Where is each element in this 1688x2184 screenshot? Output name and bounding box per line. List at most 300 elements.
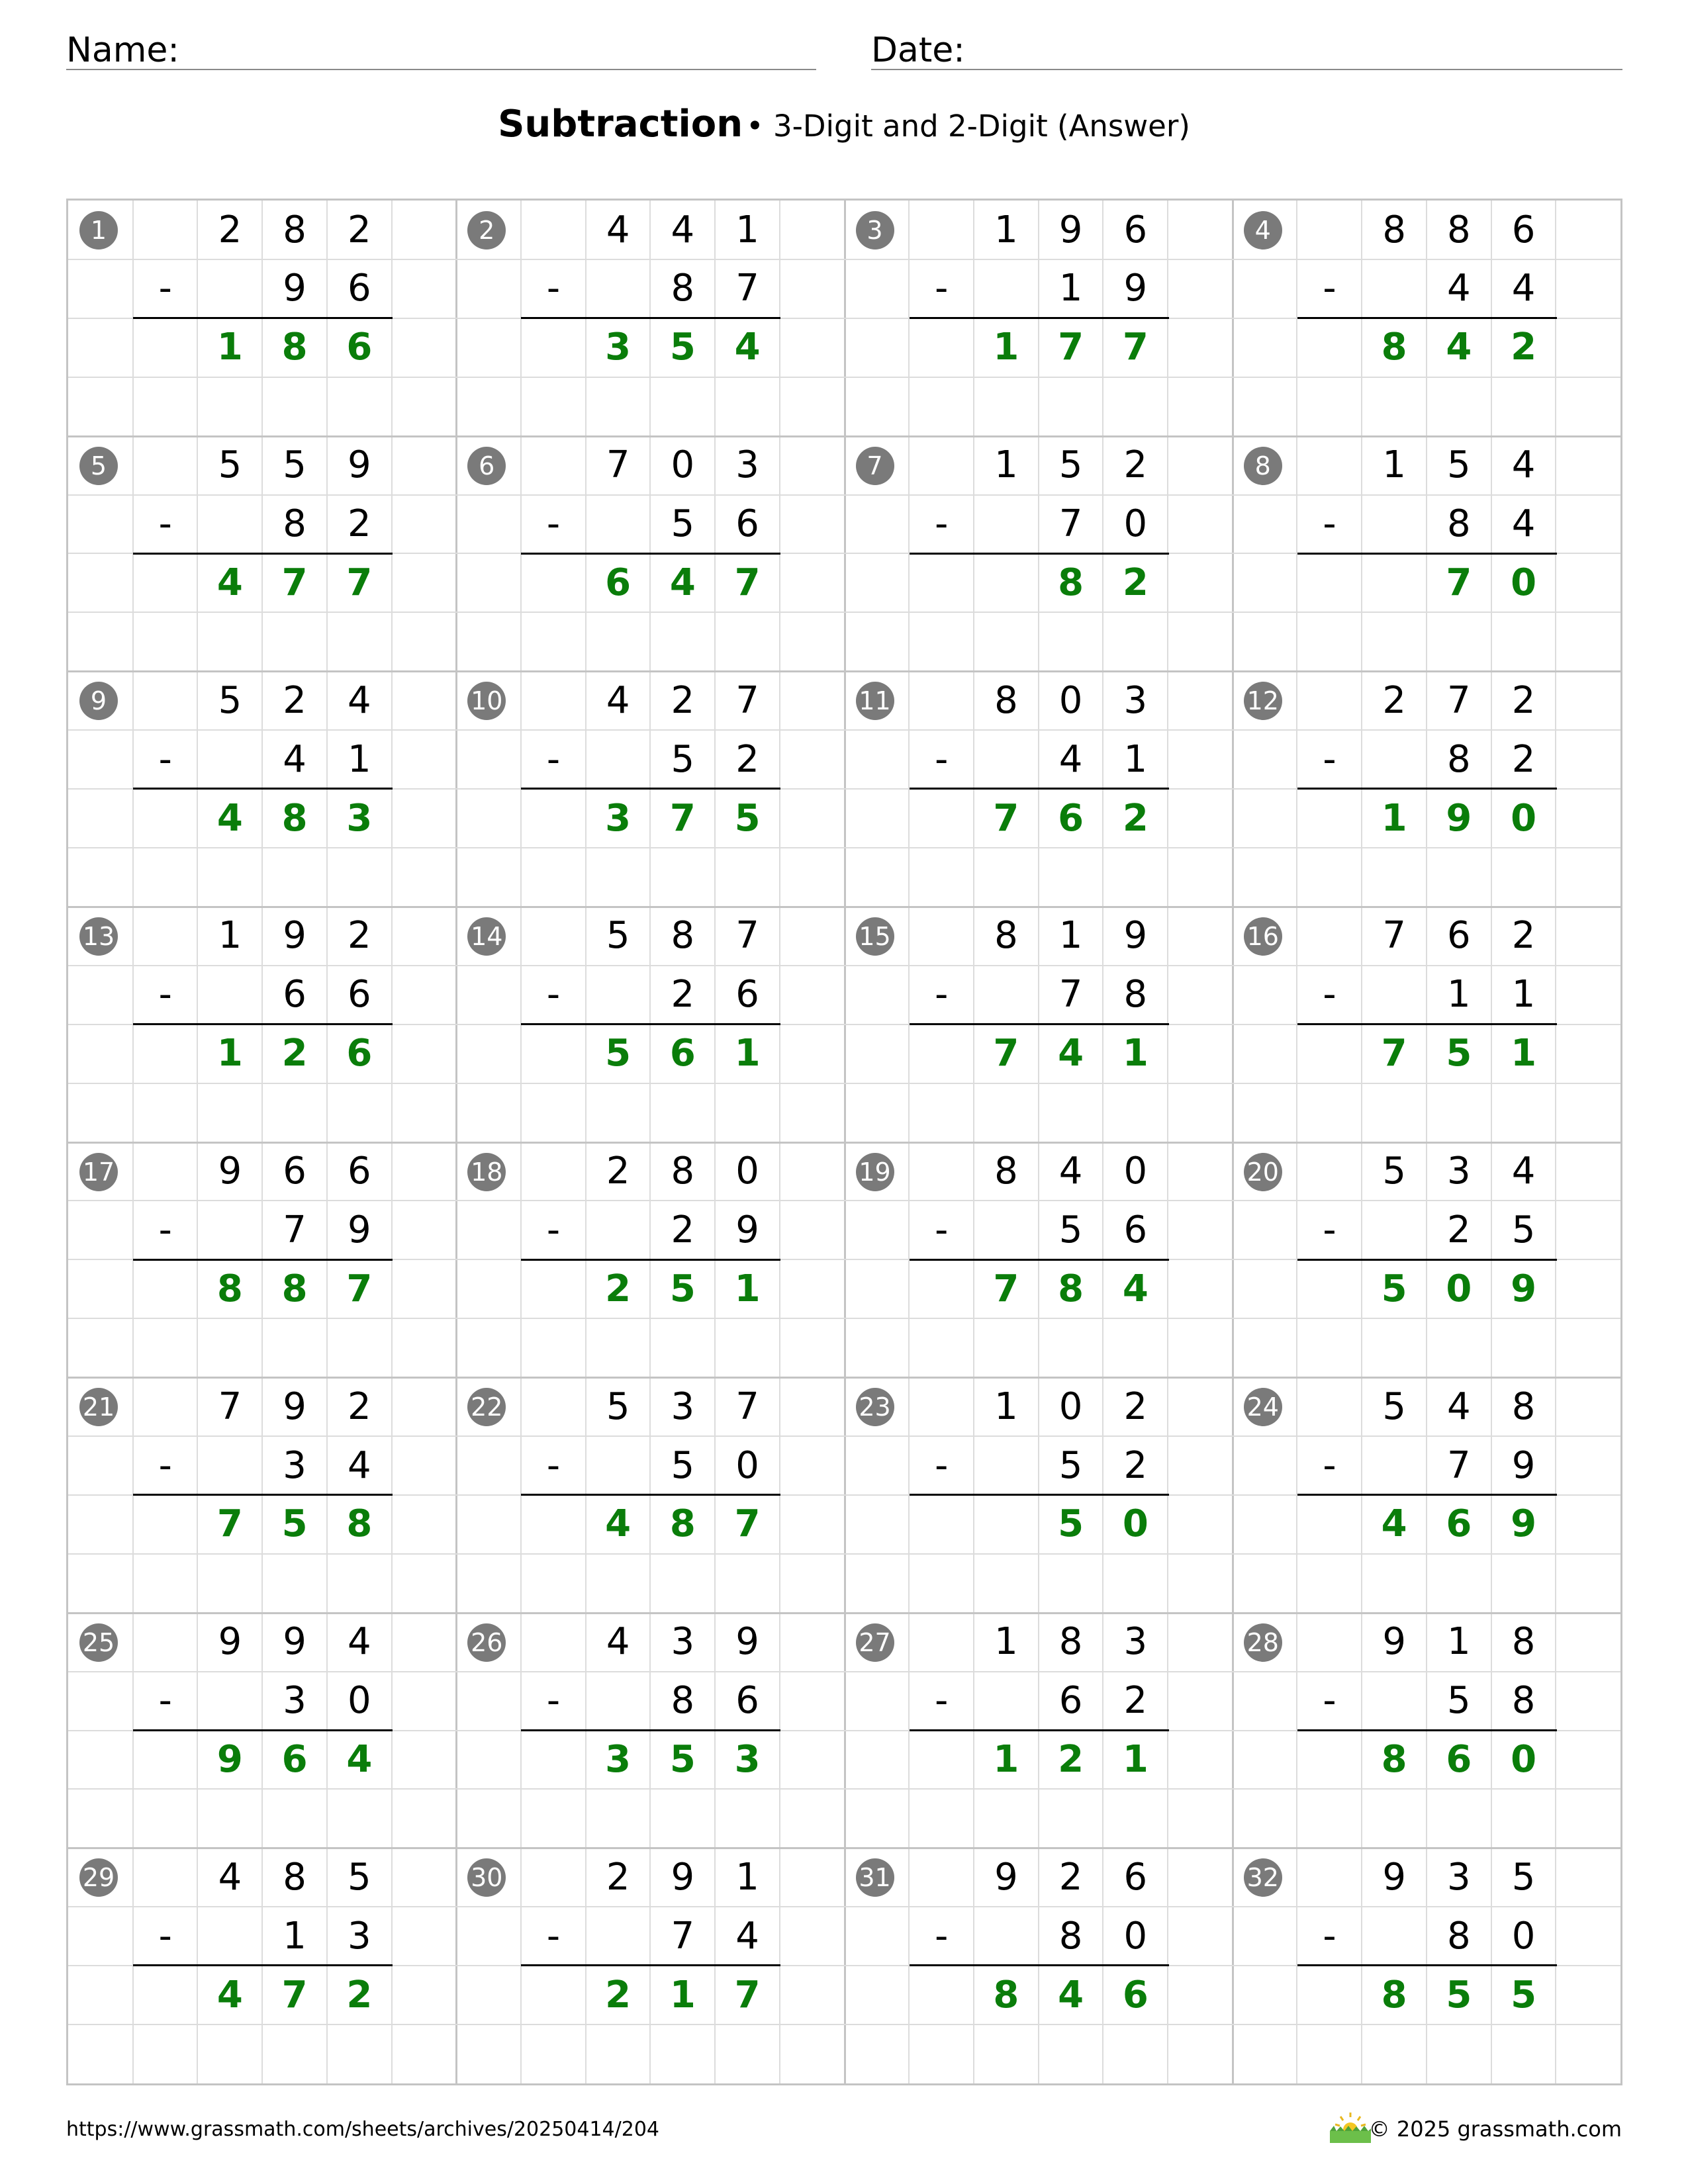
subtrahend-digit: 6 [735, 973, 759, 1017]
problem-number-badge: 25 [79, 1623, 118, 1662]
minuend-digit: 9 [283, 914, 306, 958]
minus-sign: - [158, 1443, 172, 1487]
minuend-digit: 8 [1511, 1620, 1536, 1664]
answer-digit: 7 [993, 1267, 1019, 1310]
problem-number-badge: 19 [856, 1153, 894, 1191]
minuend-digit: 3 [735, 443, 759, 487]
minus-sign: - [935, 1914, 949, 1958]
problem [1233, 1848, 1621, 2083]
minuend-digit: 9 [283, 1620, 306, 1664]
minuend-digit: 9 [1058, 208, 1083, 251]
answer-digit: 1 [1381, 796, 1407, 840]
minuend-digit: 7 [735, 678, 759, 722]
minuend-digit: 9 [218, 1620, 242, 1664]
minus-sign: - [546, 1443, 561, 1487]
minus-sign: - [158, 502, 172, 546]
minuend-digit: 5 [1382, 1385, 1406, 1428]
answer-digit: 4 [346, 1738, 373, 1782]
answer-digit: 6 [1446, 1738, 1472, 1782]
minuend-digit: 6 [1123, 208, 1148, 251]
problem [1233, 1613, 1621, 1848]
minuend-digit: 1 [994, 1385, 1018, 1428]
minus-sign: - [158, 737, 172, 781]
minuend-digit: 5 [606, 1385, 630, 1428]
answer-digit: 4 [734, 326, 761, 369]
answer-digit: 6 [1058, 796, 1084, 840]
answer-digit: 8 [1381, 1973, 1407, 2017]
name-label: Name: [66, 30, 179, 70]
minuend-digit: 9 [1123, 914, 1148, 958]
answer-digit: 4 [1058, 1032, 1084, 1075]
answer-digit: 8 [346, 1502, 373, 1546]
minuend-digit: 2 [348, 1385, 371, 1428]
answer-digit: 6 [605, 561, 632, 604]
minus-sign: - [935, 1679, 949, 1723]
subtrahend-digit: 5 [671, 1443, 695, 1487]
answer-digit: 5 [734, 796, 761, 840]
minus-sign: - [546, 737, 561, 781]
minus-sign: - [935, 737, 949, 781]
minus-sign: - [1323, 267, 1336, 310]
answer-digit: 4 [1058, 1973, 1084, 2017]
date-field[interactable] [871, 24, 1622, 70]
answer-digit: 6 [669, 1032, 696, 1075]
problem [456, 671, 845, 907]
minuend-digit: 5 [606, 914, 630, 958]
answer-digit: 5 [1381, 1267, 1407, 1310]
minuend-digit: 5 [218, 443, 242, 487]
problem-number-badge: 28 [1244, 1623, 1282, 1662]
problem-number-badge: 22 [467, 1388, 506, 1426]
answer-digit: 3 [605, 1738, 632, 1782]
subtrahend-digit: 7 [1058, 502, 1083, 546]
problem-number-badge: 18 [467, 1153, 506, 1191]
minus-sign: - [158, 1679, 172, 1723]
minuend-digit: 2 [1058, 1855, 1083, 1899]
subtrahend-digit: 6 [348, 973, 371, 1017]
subtrahend-digit: 6 [283, 973, 306, 1017]
minus-sign: - [158, 973, 172, 1017]
minuend-digit: 5 [283, 443, 306, 487]
answer-digit: 5 [1446, 1032, 1472, 1075]
minuend-digit: 9 [283, 1385, 306, 1428]
answer-digit: 7 [993, 796, 1019, 840]
minus-sign: - [935, 267, 949, 310]
minuend-digit: 3 [1123, 678, 1148, 722]
problem [456, 907, 845, 1142]
minuend-digit: 8 [671, 914, 695, 958]
subtrahend-digit: 3 [348, 1914, 371, 1958]
subtrahend-digit: 3 [283, 1443, 306, 1487]
answer-digit: 5 [605, 1032, 632, 1075]
answer-digit: 6 [346, 326, 373, 369]
subtrahend-digit: 5 [1447, 1679, 1471, 1723]
minuend-digit: 6 [348, 1150, 371, 1193]
minus-sign: - [935, 502, 949, 546]
minuend-digit: 6 [283, 1150, 306, 1193]
minuend-digit: 5 [1447, 443, 1471, 487]
problem-number-badge: 15 [856, 917, 894, 956]
minuend-digit: 2 [348, 914, 371, 958]
answer-digit: 1 [1122, 1032, 1149, 1075]
minus-sign: - [546, 502, 561, 546]
minuend-digit: 9 [218, 1150, 242, 1193]
subtrahend-digit: 8 [283, 502, 306, 546]
problem [845, 1142, 1233, 1378]
footer-url: https://www.grassmath.com/sheets/archives/20250414/204 [66, 2118, 660, 2141]
problem [68, 907, 457, 1142]
minus-sign: - [935, 973, 949, 1017]
answer-digit: 1 [993, 326, 1019, 369]
answer-digit: 8 [669, 1502, 696, 1546]
minus-sign: - [1323, 1679, 1336, 1723]
answer-digit: 2 [1122, 796, 1149, 840]
subtrahend-digit: 0 [1123, 502, 1148, 546]
minuend-digit: 0 [1058, 678, 1083, 722]
minuend-digit: 7 [606, 443, 630, 487]
answer-digit: 7 [734, 561, 761, 604]
answer-digit: 8 [993, 1973, 1019, 2017]
problem [456, 1613, 845, 1848]
answer-digit: 6 [281, 1738, 308, 1782]
minuend-digit: 0 [1123, 1150, 1148, 1193]
minuend-digit: 8 [1447, 208, 1471, 251]
minuend-digit: 8 [283, 1855, 306, 1899]
subtrahend-digit: 6 [735, 1679, 759, 1723]
answer-digit: 2 [605, 1267, 632, 1310]
subtrahend-digit: 9 [735, 1208, 759, 1251]
subtrahend-digit: 5 [1058, 1443, 1083, 1487]
minus-sign: - [1323, 1443, 1336, 1487]
problem [1233, 201, 1621, 436]
minuend-digit: 3 [671, 1620, 695, 1664]
answer-digit: 1 [734, 1032, 761, 1075]
minuend-digit: 5 [348, 1855, 371, 1899]
minuend-digit: 9 [348, 443, 371, 487]
subtrahend-digit: 7 [1447, 1443, 1471, 1487]
minus-sign: - [546, 973, 561, 1017]
minuend-digit: 8 [994, 914, 1018, 958]
title-subtitle: • 3-Digit and 2-Digit (Answer) [746, 109, 1190, 144]
worksheet-grid [66, 199, 1622, 2085]
subtrahend-digit: 9 [283, 267, 306, 310]
answer-digit: 7 [216, 1502, 243, 1546]
problem-number-badge: 30 [467, 1858, 506, 1897]
problem-number-badge: 9 [79, 682, 118, 720]
minuend-digit: 1 [1058, 914, 1083, 958]
answer-digit: 3 [734, 1738, 761, 1782]
minuend-digit: 1 [218, 914, 242, 958]
subtrahend-digit: 9 [1123, 267, 1148, 310]
answer-digit: 7 [993, 1032, 1019, 1075]
minuend-digit: 9 [1382, 1855, 1406, 1899]
problem [845, 1613, 1233, 1848]
answer-digit: 4 [1122, 1267, 1149, 1310]
answer-digit: 1 [993, 1738, 1019, 1782]
minuend-digit: 2 [348, 208, 371, 251]
minuend-digit: 4 [671, 208, 695, 251]
problem [845, 1848, 1233, 2083]
minuend-digit: 2 [606, 1150, 630, 1193]
minuend-digit: 1 [994, 443, 1018, 487]
subtrahend-digit: 4 [1511, 267, 1536, 310]
minuend-digit: 2 [1123, 1385, 1148, 1428]
minuend-digit: 7 [218, 1385, 242, 1428]
minuend-digit: 3 [1123, 1620, 1148, 1664]
answer-digit: 1 [216, 326, 243, 369]
subtrahend-digit: 0 [735, 1443, 759, 1487]
answer-digit: 1 [669, 1973, 696, 2017]
minuend-digit: 4 [218, 1855, 242, 1899]
answer-digit: 2 [1058, 1738, 1084, 1782]
subtrahend-digit: 4 [1447, 267, 1471, 310]
subtrahend-digit: 3 [283, 1679, 306, 1723]
minuend-digit: 4 [348, 1620, 371, 1664]
answer-digit: 4 [1381, 1502, 1407, 1546]
subtrahend-digit: 4 [1058, 737, 1083, 781]
minuend-digit: 8 [671, 1150, 695, 1193]
minuend-digit: 6 [1123, 1855, 1148, 1899]
answer-digit: 1 [216, 1032, 243, 1075]
minuend-digit: 3 [1447, 1150, 1471, 1193]
problem [68, 671, 457, 907]
answer-digit: 0 [1511, 1738, 1537, 1782]
answer-digit: 0 [1122, 1502, 1149, 1546]
problem [68, 201, 457, 436]
subtrahend-digit: 2 [1123, 1679, 1148, 1723]
problem [1233, 907, 1621, 1142]
answer-digit: 7 [1058, 326, 1084, 369]
minus-sign: - [1323, 1208, 1336, 1251]
problem [68, 436, 457, 672]
subtrahend-digit: 8 [1123, 973, 1148, 1017]
footer-copyright: © 2025 grassmath.com [1368, 2116, 1622, 2142]
problem-number-badge: 1 [79, 211, 118, 250]
subtrahend-digit: 5 [671, 737, 695, 781]
problem-number-badge: 8 [1244, 447, 1282, 485]
subtrahend-digit: 6 [348, 267, 371, 310]
minus-sign: - [935, 1208, 949, 1251]
minuend-digit: 4 [606, 208, 630, 251]
problem [1233, 1142, 1621, 1378]
minuend-digit: 8 [994, 1150, 1018, 1193]
problem-number-badge: 16 [1244, 917, 1282, 956]
subtrahend-digit: 6 [735, 502, 759, 546]
problem-number-badge: 20 [1244, 1153, 1282, 1191]
problem-number-badge: 6 [467, 447, 506, 485]
minuend-digit: 5 [1058, 443, 1083, 487]
answer-digit: 2 [605, 1973, 632, 2017]
minuend-digit: 9 [1382, 1620, 1406, 1664]
problem [845, 436, 1233, 672]
subtrahend-digit: 8 [1447, 737, 1471, 781]
minus-sign: - [1323, 737, 1336, 781]
subtrahend-digit: 1 [1123, 737, 1148, 781]
minus-sign: - [1323, 973, 1336, 1017]
minuend-digit: 4 [1058, 1150, 1083, 1193]
answer-digit: 4 [216, 796, 243, 840]
minuend-digit: 7 [1447, 678, 1471, 722]
minuend-digit: 7 [735, 1385, 759, 1428]
answer-digit: 5 [281, 1502, 308, 1546]
problem [1233, 671, 1621, 907]
subtrahend-digit: 4 [348, 1443, 371, 1487]
answer-digit: 8 [1381, 1738, 1407, 1782]
minuend-digit: 7 [1382, 914, 1406, 958]
answer-digit: 7 [734, 1973, 761, 2017]
minuend-digit: 3 [671, 1385, 695, 1428]
subtrahend-digit: 1 [283, 1914, 306, 1958]
subtrahend-digit: 4 [1511, 502, 1536, 546]
minuend-digit: 4 [348, 678, 371, 722]
answer-digit: 6 [1122, 1973, 1149, 2017]
subtrahend-digit: 8 [671, 267, 695, 310]
subtrahend-digit: 2 [735, 737, 759, 781]
answer-digit: 6 [1446, 1502, 1472, 1546]
worksheet-title [0, 103, 1688, 146]
minuend-digit: 6 [1447, 914, 1471, 958]
problem [456, 1848, 845, 2083]
subtrahend-digit: 2 [1447, 1208, 1471, 1251]
minuend-digit: 8 [994, 678, 1018, 722]
answer-digit: 8 [216, 1267, 243, 1310]
minuend-digit: 8 [1511, 1385, 1536, 1428]
problem-number-badge: 14 [467, 917, 506, 956]
answer-digit: 9 [216, 1738, 243, 1782]
minus-sign: - [1323, 502, 1336, 546]
subtrahend-digit: 2 [671, 973, 695, 1017]
problem-number-badge: 7 [856, 447, 894, 485]
problem-number-badge: 24 [1244, 1388, 1282, 1426]
answer-digit: 7 [734, 1502, 761, 1546]
answer-digit: 8 [1381, 326, 1407, 369]
answer-digit: 6 [346, 1032, 373, 1075]
minuend-digit: 4 [1511, 443, 1536, 487]
answer-digit: 7 [281, 1973, 308, 2017]
problem-number-badge: 3 [856, 211, 894, 250]
problem [845, 201, 1233, 436]
minuend-digit: 2 [218, 208, 242, 251]
answer-digit: 3 [605, 796, 632, 840]
problem-number-badge: 21 [79, 1388, 118, 1426]
answer-digit: 3 [605, 326, 632, 369]
subtrahend-digit: 5 [1511, 1208, 1536, 1251]
minuend-digit: 9 [735, 1620, 759, 1664]
subtrahend-digit: 0 [1511, 1914, 1536, 1958]
answer-digit: 0 [1511, 561, 1537, 604]
answer-digit: 8 [1058, 561, 1084, 604]
minuend-digit: 5 [1511, 1855, 1536, 1899]
subtrahend-digit: 1 [1511, 973, 1536, 1017]
minuend-digit: 6 [1511, 208, 1536, 251]
answer-digit: 7 [669, 796, 696, 840]
problem [1233, 1377, 1621, 1613]
answer-digit: 9 [1511, 1502, 1537, 1546]
problem [1233, 436, 1621, 672]
subtrahend-digit: 2 [1511, 737, 1536, 781]
minuend-digit: 2 [1511, 914, 1536, 958]
subtrahend-digit: 6 [1123, 1208, 1148, 1251]
minus-sign: - [546, 1679, 561, 1723]
answer-digit: 2 [1511, 326, 1537, 369]
answer-digit: 8 [281, 326, 308, 369]
subtrahend-digit: 1 [1058, 267, 1083, 310]
problem [68, 1848, 457, 2083]
problem-number-badge: 12 [1244, 682, 1282, 720]
answer-digit: 4 [605, 1502, 632, 1546]
answer-digit: 5 [669, 1267, 696, 1310]
subtrahend-digit: 7 [671, 1914, 695, 1958]
answer-digit: 7 [1122, 326, 1149, 369]
subtrahend-digit: 5 [671, 502, 695, 546]
answer-digit: 1 [1122, 1738, 1149, 1782]
subtrahend-digit: 8 [1511, 1679, 1536, 1723]
problem [68, 1377, 457, 1613]
minuend-digit: 0 [735, 1150, 759, 1193]
minuend-digit: 9 [994, 1855, 1018, 1899]
answer-digit: 2 [281, 1032, 308, 1075]
subtrahend-digit: 6 [1058, 1679, 1083, 1723]
subtrahend-digit: 4 [283, 737, 306, 781]
minus-sign: - [935, 1443, 949, 1487]
title-main: Subtraction [498, 103, 743, 146]
subtrahend-digit: 2 [1123, 1443, 1148, 1487]
answer-digit: 0 [1446, 1267, 1472, 1310]
name-field[interactable] [66, 24, 816, 70]
answer-digit: 8 [281, 796, 308, 840]
date-label: Date: [871, 30, 965, 70]
minuend-digit: 1 [735, 208, 759, 251]
answer-digit: 4 [669, 561, 696, 604]
minus-sign: - [158, 1914, 172, 1958]
subtrahend-digit: 9 [348, 1208, 371, 1251]
minuend-digit: 4 [606, 1620, 630, 1664]
answer-digit: 8 [1058, 1267, 1084, 1310]
problem [456, 436, 845, 672]
minus-sign: - [546, 1208, 561, 1251]
subtrahend-digit: 7 [1058, 973, 1083, 1017]
answer-digit: 0 [1511, 796, 1537, 840]
problem-number-badge: 4 [1244, 211, 1282, 250]
subtrahend-digit: 1 [1447, 973, 1471, 1017]
problem-number-badge: 27 [856, 1623, 894, 1662]
problem [68, 1613, 457, 1848]
minuend-digit: 4 [1447, 1385, 1471, 1428]
answer-digit: 5 [1058, 1502, 1084, 1546]
answer-digit: 7 [1381, 1032, 1407, 1075]
answer-digit: 7 [1446, 561, 1472, 604]
answer-digit: 4 [1446, 326, 1472, 369]
minuend-digit: 1 [1447, 1620, 1471, 1664]
answer-digit: 1 [1511, 1032, 1537, 1075]
minus-sign: - [1323, 1914, 1336, 1958]
answer-digit: 5 [1446, 1973, 1472, 2017]
problem [456, 201, 845, 436]
subtrahend-digit: 1 [348, 737, 371, 781]
minus-sign: - [158, 1208, 172, 1251]
subtrahend-digit: 5 [1058, 1208, 1083, 1251]
answer-digit: 2 [346, 1973, 373, 2017]
answer-digit: 7 [346, 561, 373, 604]
problem-number-badge: 2 [467, 211, 506, 250]
subtrahend-digit: 4 [735, 1914, 759, 1958]
minuend-digit: 8 [283, 208, 306, 251]
problem-number-badge: 31 [856, 1858, 894, 1897]
minuend-digit: 4 [606, 678, 630, 722]
answer-digit: 9 [1446, 796, 1472, 840]
minuend-digit: 2 [283, 678, 306, 722]
subtrahend-digit: 0 [348, 1679, 371, 1723]
